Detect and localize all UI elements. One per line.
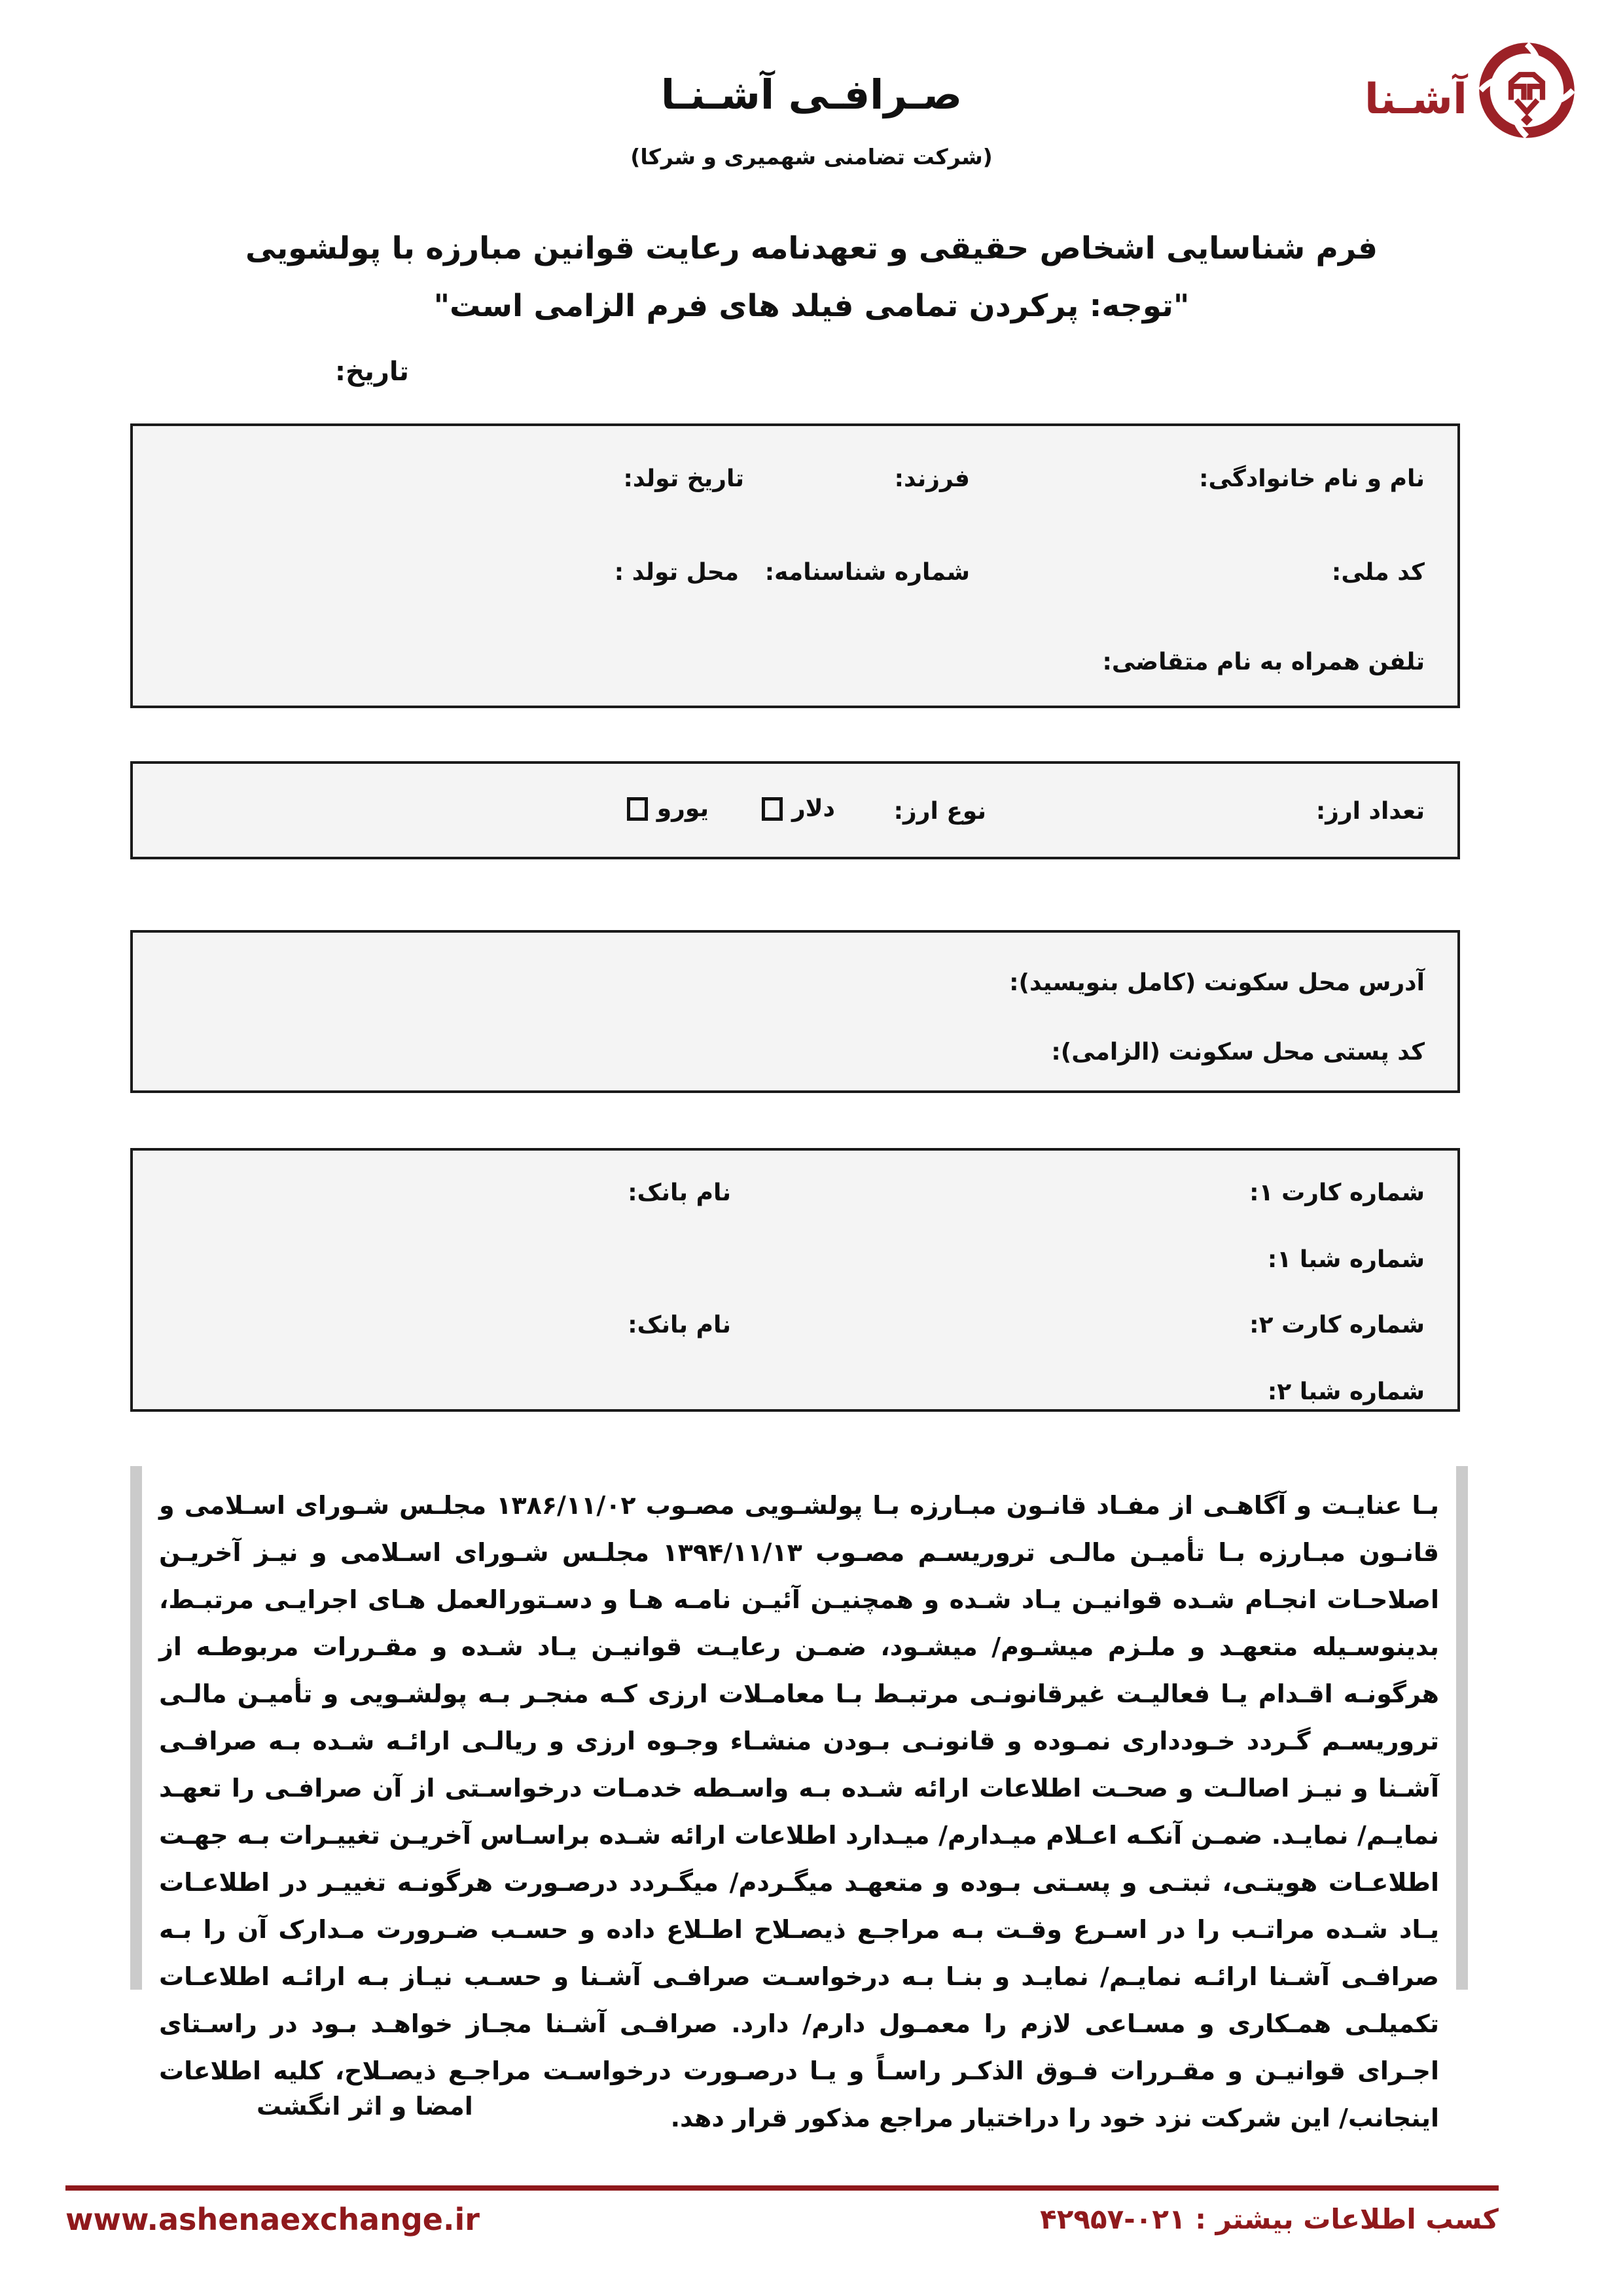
logo-wordmark: آشـنا <box>1364 75 1467 124</box>
bank-box <box>130 1148 1460 1412</box>
dollar-checkbox[interactable] <box>762 797 783 821</box>
card2-number-label: شماره کارت ۲: <box>1249 1312 1425 1338</box>
birth-date-label: تاریخ تولد: <box>623 465 744 492</box>
website-url: www.ashenaexchange.ir <box>65 2202 480 2237</box>
card1-number-label: شماره کارت ۱: <box>1249 1179 1425 1206</box>
declaration-text: بـا عنایـت و آگاهـی از مفـاد قانـون مبـارزه بـا پولشـویی مصـوب ۱۳۸۶/۱۱/۰۲ مجلـس شـورای اسـلامی و قانـون مبـارزه بـا تأمیـن مالـی تروریسـم مصـوب ۱۳۹۴/۱۱/۱۳ مجلـس شـورای اسـلامی و نیـز آخریـن اصلاحـات انجـام شـده قوانیـن یـاد شـده و همچنیـن آئیـن نامـه هـا و دسـتورالعمل هـای اجرایـی مرتبـط، بدینوسـیله متعهـد و ملـزم میشـوم/ میشـود، ضمـن رعایـت قوانیـن یـاد شـده و مقـررات مربوطـه از هرگونـه اقـدام یـا فعالیـت غیرقانونـی مرتبـط بـا معامـلات ارزی کـه منجـر بـه پولشـویی و تأمیـن مالـی تروریسـم گـردد خـودداری نمـوده و قانونـی بـودن منشـاء وجـوه ارزی و ریالـی ارائـه شـده بـه صرافـی آشـنا و نیـز اصالـت و صحـت اطلاعات ارائه شـده بـه واسـطه خدمـات درخواسـتی از آن صرافـی را تعهـد نمایـم/ نمایـد. ضمـن آنکـه اعـلام میـدارم/ میـدارد اطلاعات ارائه شـده براسـاس آخریـن تغییـرات بـه جهـت اطلاعـات هویتـی، ثبتـی و پسـتی بـوده و متعهـد میگـردم/ میگـردد درصـورت هرگونـه تغییـر در اطلاعـات یـاد شـده مراتـب را در اسـرع وقـت بـه مراجـع ذیصـلاح اطـلاع داده و حسـب ضـرورت مـدارک آن را بـه صرافـی آشـنا ارائـه نمایـم/ نمایـد و بنـا بـه درخواسـت صرافـی آشـنا و حسـب نیـاز بـه ارائـه اطلاعـات تکمیلـی همـکاری و مسـاعی لازم را معمـول دارم/ دارد. صرافـی آشـنا مجـاز خواهـد بـود در راسـتای اجـرای قوانیـن و مقـررات فـوق الذکـر راسـاً و یـا درصـورت درخواسـت مراجـع ذیصـلاح، کلیه اطلاعات اینجانب/ این شرکت نزد خود را دراختیار مراجع مذکور قرار دهد. <box>159 1491 1440 2132</box>
form-title-line1: فرم شناسایی اشخاص حقیقی و تعهدنامه رعایت قوانین مبارزه با پولشویی <box>245 230 1378 266</box>
more-info-phone: کسب اطلاعات بیشتر : ۰۲۱-۴۲۹۵۷ <box>1040 2203 1499 2235</box>
lion-emblem-icon <box>1478 41 1576 139</box>
euro-checkbox[interactable] <box>627 797 648 821</box>
company-name: صـرافـی آشـنـا <box>660 71 963 118</box>
address-box <box>130 930 1460 1093</box>
sheba1-number-label: شماره شبا ۱: <box>1267 1246 1425 1273</box>
euro-label: یورو <box>656 795 709 822</box>
postal-code-label: کد پستی محل سکونت (الزامی): <box>1051 1039 1425 1066</box>
residence-address-label: آدرس محل سکونت (کامل بنویسید): <box>1009 969 1425 996</box>
dollar-label: دلار <box>791 795 835 822</box>
footer-divider <box>65 2185 1499 2191</box>
currency-box <box>130 761 1460 859</box>
mobile-number-label: تلفن همراه به نام متقاضی: <box>1102 649 1425 675</box>
currency-amount-label: تعداد ارز: <box>1315 798 1425 825</box>
date-label: تاریخ: <box>335 357 409 387</box>
id-card-number-label: شماره شناسنامه: <box>764 559 970 586</box>
signature-fingerprint-label: امضا و اثر انگشت <box>257 2092 473 2121</box>
dollar-option <box>762 795 835 822</box>
father-name-label: فرزند: <box>894 465 970 492</box>
sheba2-number-label: شماره شبا ۲: <box>1267 1378 1425 1405</box>
company-subtitle: (شرکت تضامنی شهمیری و شرکا) <box>630 144 993 170</box>
birth-place-label: محل تولد : <box>614 559 739 586</box>
identity-box <box>130 423 1460 708</box>
currency-type-label: نوع ارز: <box>893 798 986 825</box>
full-name-label: نام و نام خانوادگی: <box>1199 465 1425 492</box>
euro-option <box>627 795 709 822</box>
national-code-label: کد ملی: <box>1331 559 1425 586</box>
bank1-name-label: نام بانک: <box>628 1179 731 1206</box>
form-title-line2: "توجه: پرکردن تمامی فیلد های فرم الزامی است" <box>433 288 1190 324</box>
company-logo <box>1364 36 1590 144</box>
bank2-name-label: نام بانک: <box>628 1312 731 1338</box>
